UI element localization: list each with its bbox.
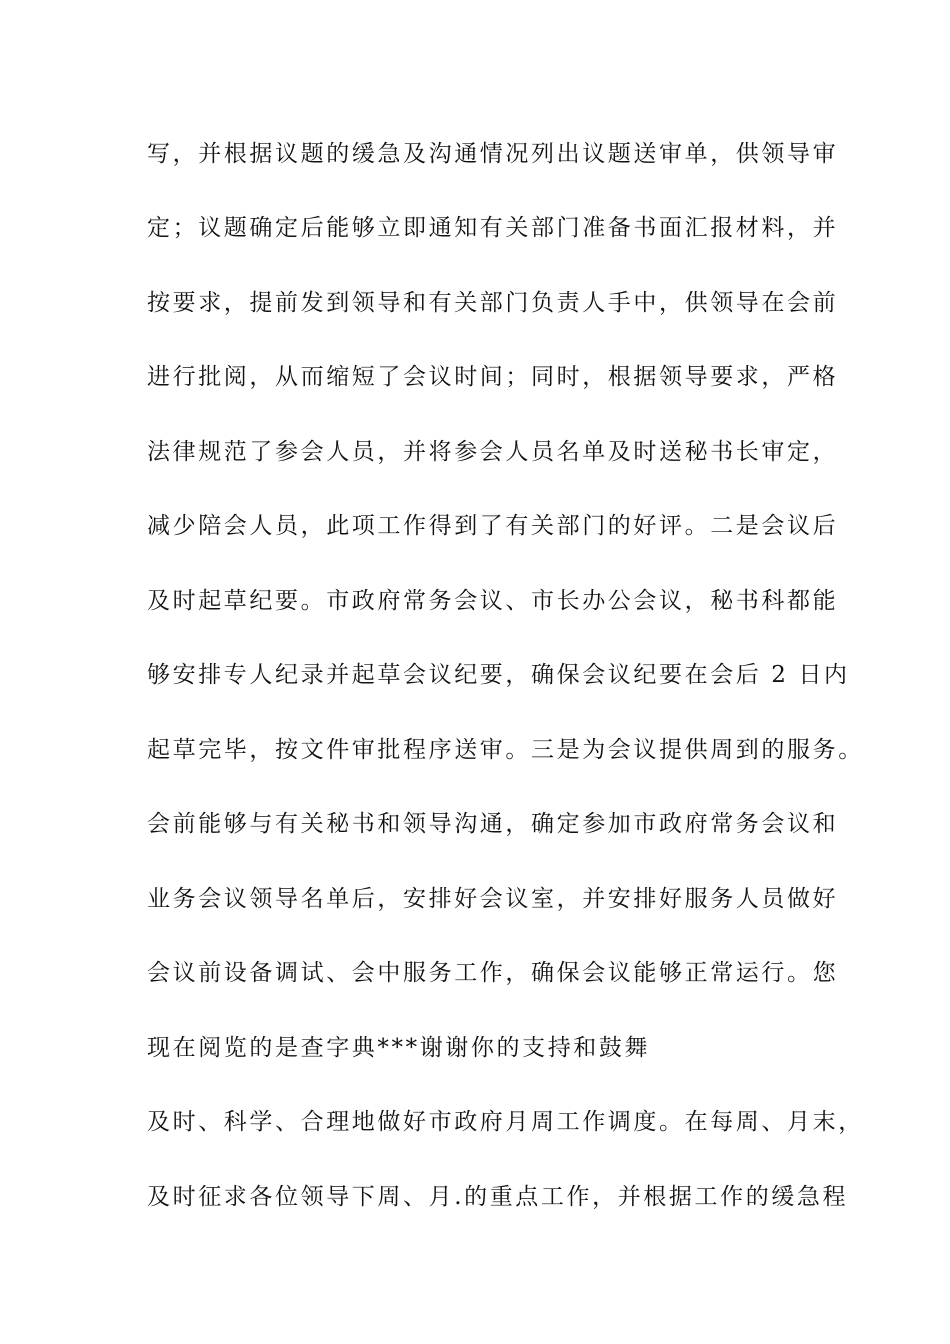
text-line: 写，并根据议题的缓急及沟通情况列出议题送审单，供领导审: [147, 141, 839, 167]
text-line: 法律规范了参会人员，并将参会人员名单及时送秘书长审定，: [147, 439, 839, 465]
text-line: 起草完毕，按文件审批程序送审。三是为会议提供周到的服务。: [147, 737, 864, 763]
text-line: 定；议题确定后能够立即通知有关部门准备书面汇报材料，并: [147, 215, 839, 241]
text-line: 及时征求各位领导下周、月.的重点工作，并根据工作的缓急程: [147, 1184, 849, 1210]
text-line: 及时起草纪要。市政府常务会议、市长办公会议，秘书科都能: [147, 588, 839, 614]
text-line: 业务会议领导名单后，安排好会议室，并安排好服务人员做好: [147, 886, 839, 912]
text-line: 够安排专人纪录并起草会议纪要，确保会议纪要在会后 2 日内: [147, 662, 850, 688]
text-line: 减少陪会人员，此项工作得到了有关部门的好评。二是会议后: [147, 513, 839, 539]
text-line: 会前能够与有关秘书和领导沟通，确定参加市政府常务会议和: [147, 811, 839, 837]
text-line: 按要求，提前发到领导和有关部门负责人手中，供领导在会前: [147, 290, 839, 316]
text-line: 会议前设备调试、会中服务工作，确保会议能够正常运行。您: [147, 960, 839, 986]
text-line: 及时、科学、合理地做好市政府月周工作调度。在每周、月末，: [147, 1109, 864, 1135]
text-line: 现在阅览的是查字典***谢谢你的支持和鼓舞: [147, 1035, 651, 1061]
text-line: 进行批阅，从而缩短了会议时间；同时，根据领导要求，严格: [147, 364, 839, 390]
